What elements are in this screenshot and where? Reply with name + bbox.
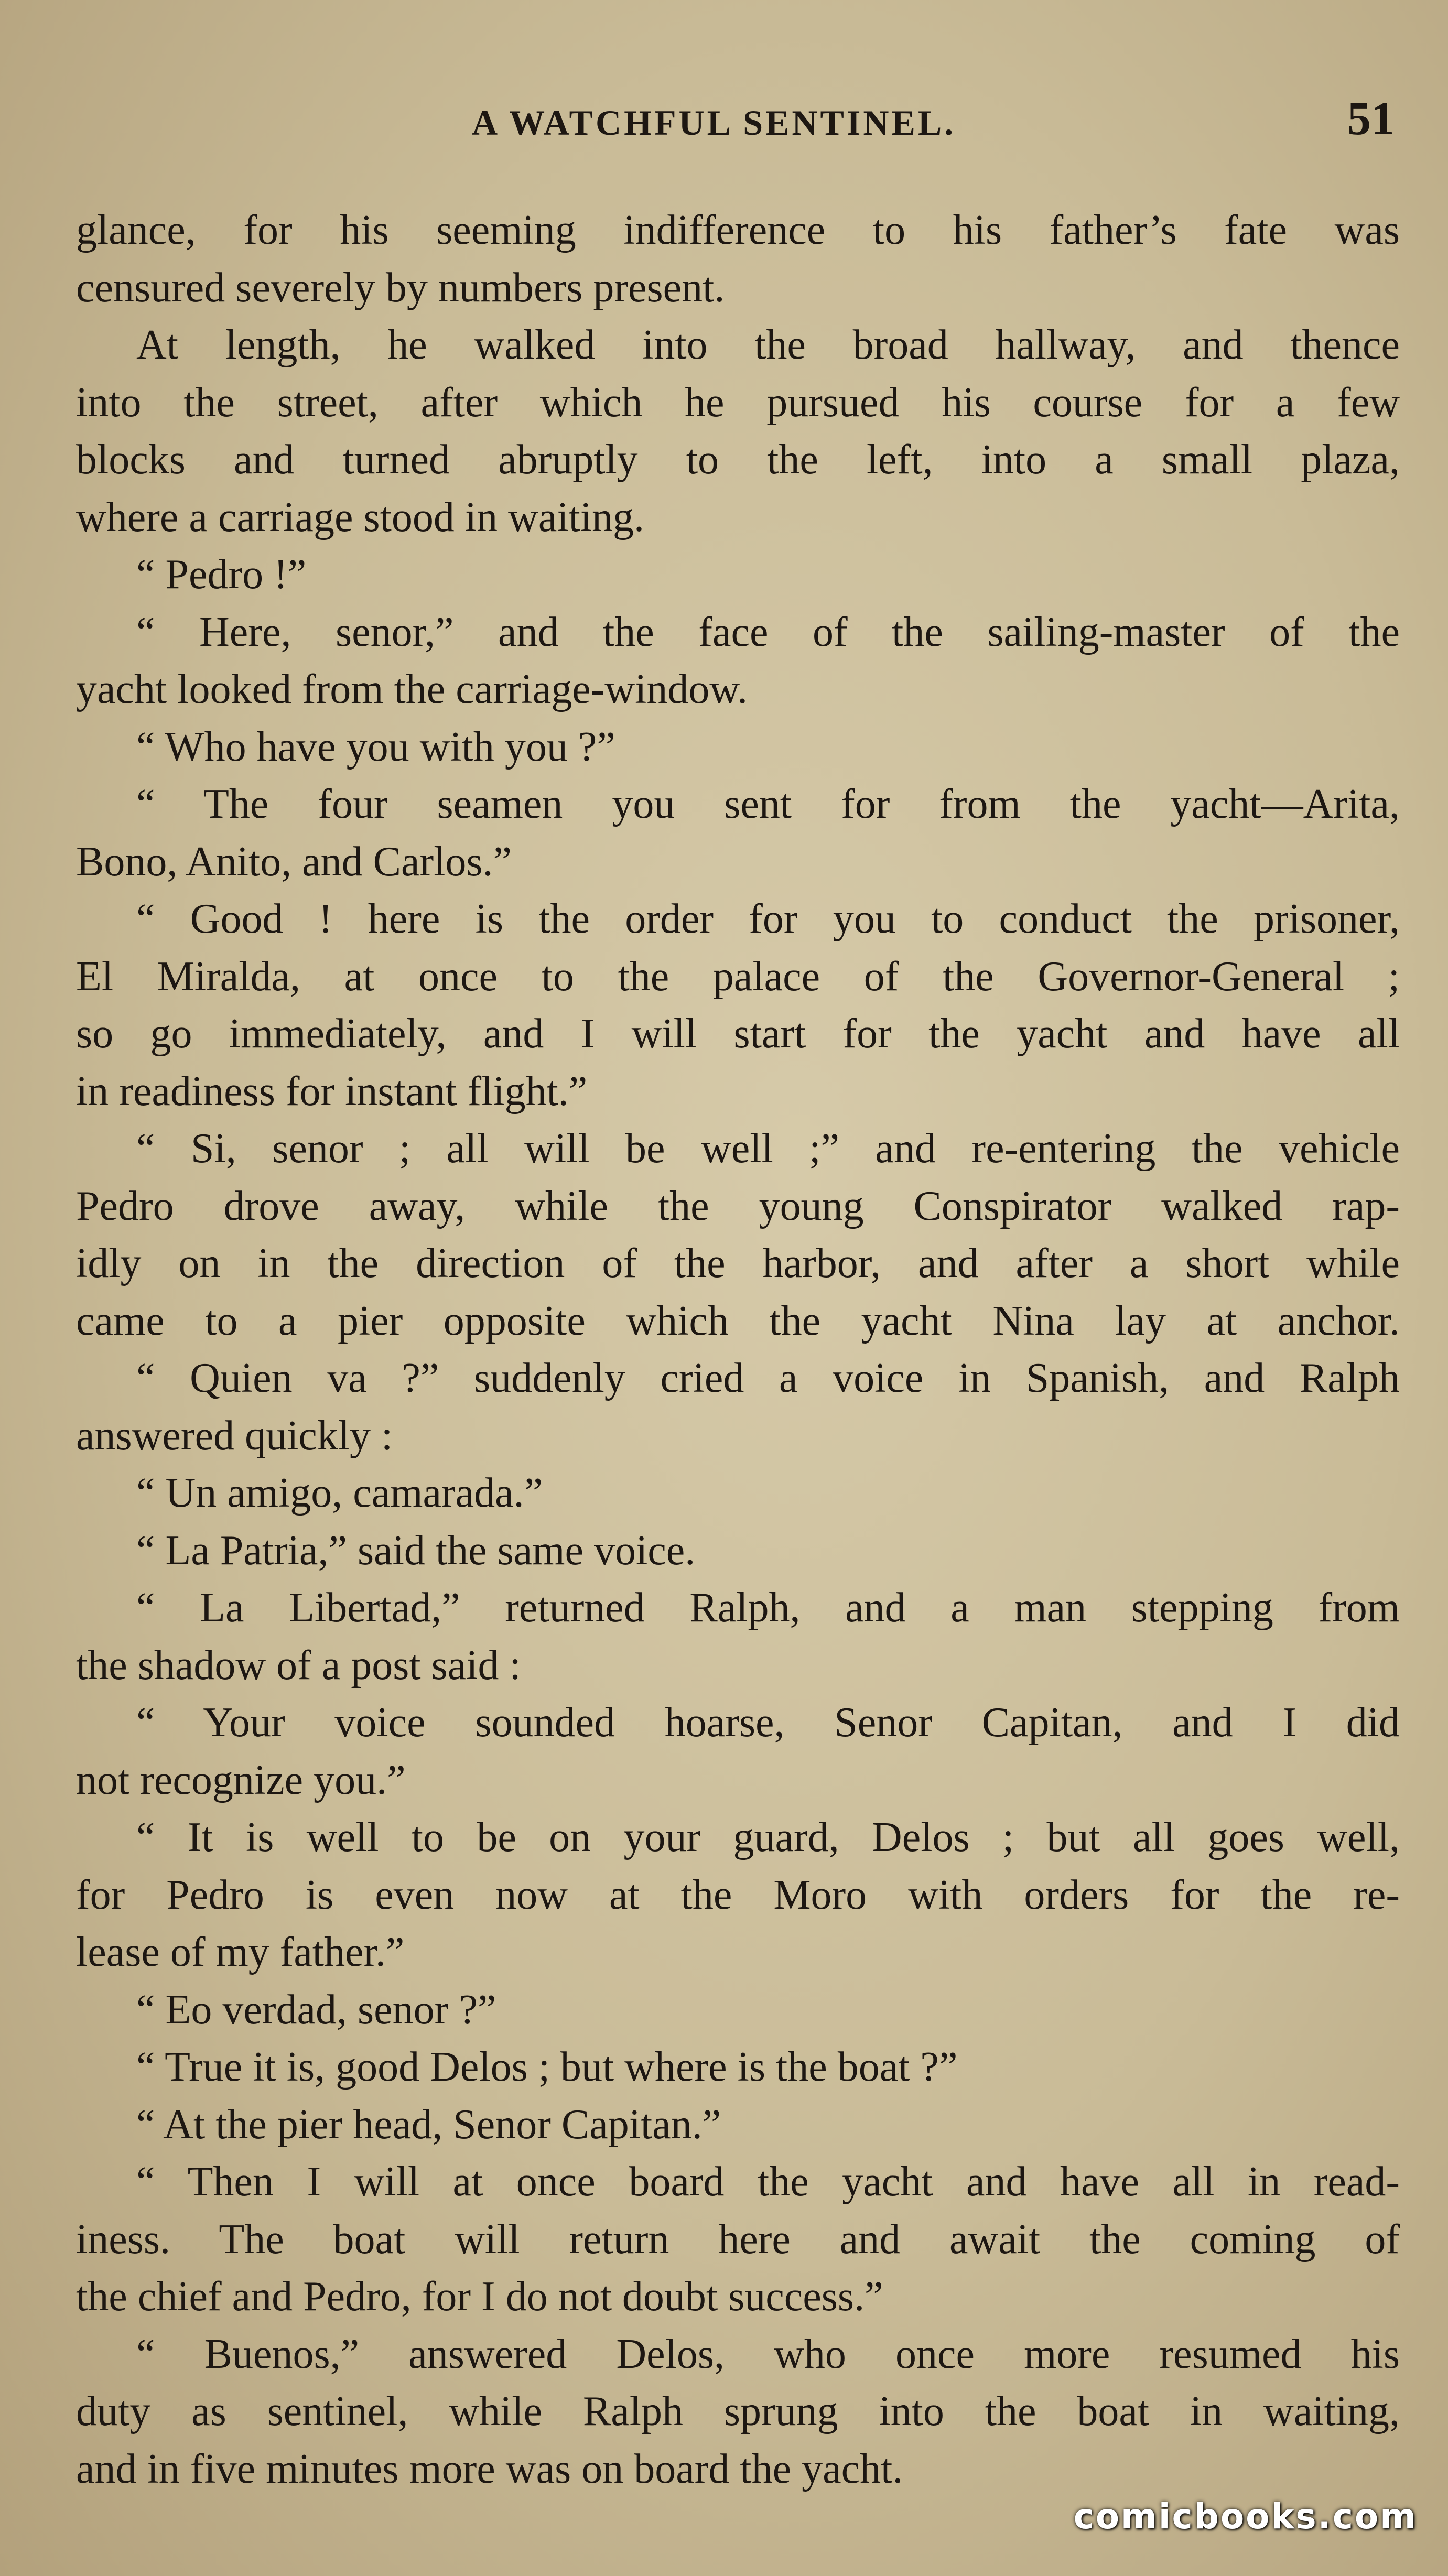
text-line: the chief and Pedro, for I do not doubt success.” [76,2274,883,2320]
text-line: answered quickly : [76,1412,393,1459]
text-line: blocks and turned abruptly to the left, into a small plaza, [76,437,1400,483]
text-line: “ Pedro !” [136,551,307,598]
text-line: glance, for his seeming indifference to his father’s fate was [76,207,1400,253]
text-line: “ At the pier head, Senor Capitan.” [136,2101,721,2148]
text-line: lease of my father.” [76,1929,405,1975]
text-line: the shadow of a post said : [76,1642,521,1689]
text-line: “ Un amigo, camarada.” [136,1470,543,1516]
text-line: “ Quien va ?” suddenly cried a voice in Spanish, and Ralph [136,1355,1400,1401]
text-line: “ Your voice sounded hoarse, Senor Capitan, and I did [136,1700,1400,1746]
text-line: “ Buenos,” answered Delos, who once more resumed his [136,2331,1400,2377]
text-line: “ Good ! here is the order for you to conduct the prisoner, [136,896,1400,942]
text-line: “ It is well to be on your guard, Delos ; but all goes well, [136,1814,1400,1860]
text-line: Bono, Anito, and Carlos.” [76,838,512,885]
text-line: into the street, after which he pursued his course for a few [76,379,1400,426]
text-line: “ Eo verdad, senor ?” [136,1986,496,2033]
body-text [76,202,1400,2498]
text-line: “ The four seamen you sent for from the yacht—Arita, [136,781,1400,827]
text-line: not recognize you.” [76,1757,406,1803]
watermark: comicbooks.com [1073,2496,1418,2537]
text-line: iness. The boat will return here and await the coming of [76,2216,1400,2263]
text-line: “ True it is, good Delos ; but where is the boat ?” [136,2044,958,2090]
text-line: idly on in the direction of the harbor, and after a short while [76,1240,1400,1286]
text-line: came to a pier opposite which the yacht Nina lay at anchor. [76,1297,1400,1344]
text-line: “ La Patria,” said the same voice. [136,1527,696,1574]
text-line: “ Si, senor ; all will be well ;” and re-entering the vehicle [136,1125,1400,1172]
text-line: “ Then I will at once board the yacht and have all in read- [136,2159,1400,2205]
text-line: for Pedro is even now at the Moro with orders for the re- [76,1871,1400,1918]
text-line: “ Who have you with you ?” [136,723,615,770]
page-header [73,92,1395,155]
page-number: 51 [1347,93,1395,145]
text-line: in readiness for instant flight.” [76,1068,588,1114]
text-line: so go immediately, and I will start for the yacht and have all [76,1011,1400,1057]
text-line: where a carriage stood in waiting. [76,494,645,540]
text-line: Pedro drove away, while the young Conspirator walked rap- [76,1183,1400,1229]
text-line: “ La Libertad,” returned Ralph, and a man stepping from [136,1585,1400,1631]
text-line: censured severely by numbers present. [76,264,725,311]
text-line: and in five minutes more was on board the yacht. [76,2445,903,2492]
text-line: At length, he walked into the broad hallway, and thence [136,322,1400,368]
text-line: “ Here, senor,” and the face of the sailing-master of the [136,609,1400,655]
text-line: El Miralda, at once to the palace of the Governor-General ; [76,953,1400,1000]
text-line: yacht looked from the carriage-window. [76,666,748,712]
running-title: A WATCHFUL SENTINEL. [472,103,956,143]
text-line: duty as sentinel, while Ralph sprung into the boat in waiting, [76,2388,1400,2434]
